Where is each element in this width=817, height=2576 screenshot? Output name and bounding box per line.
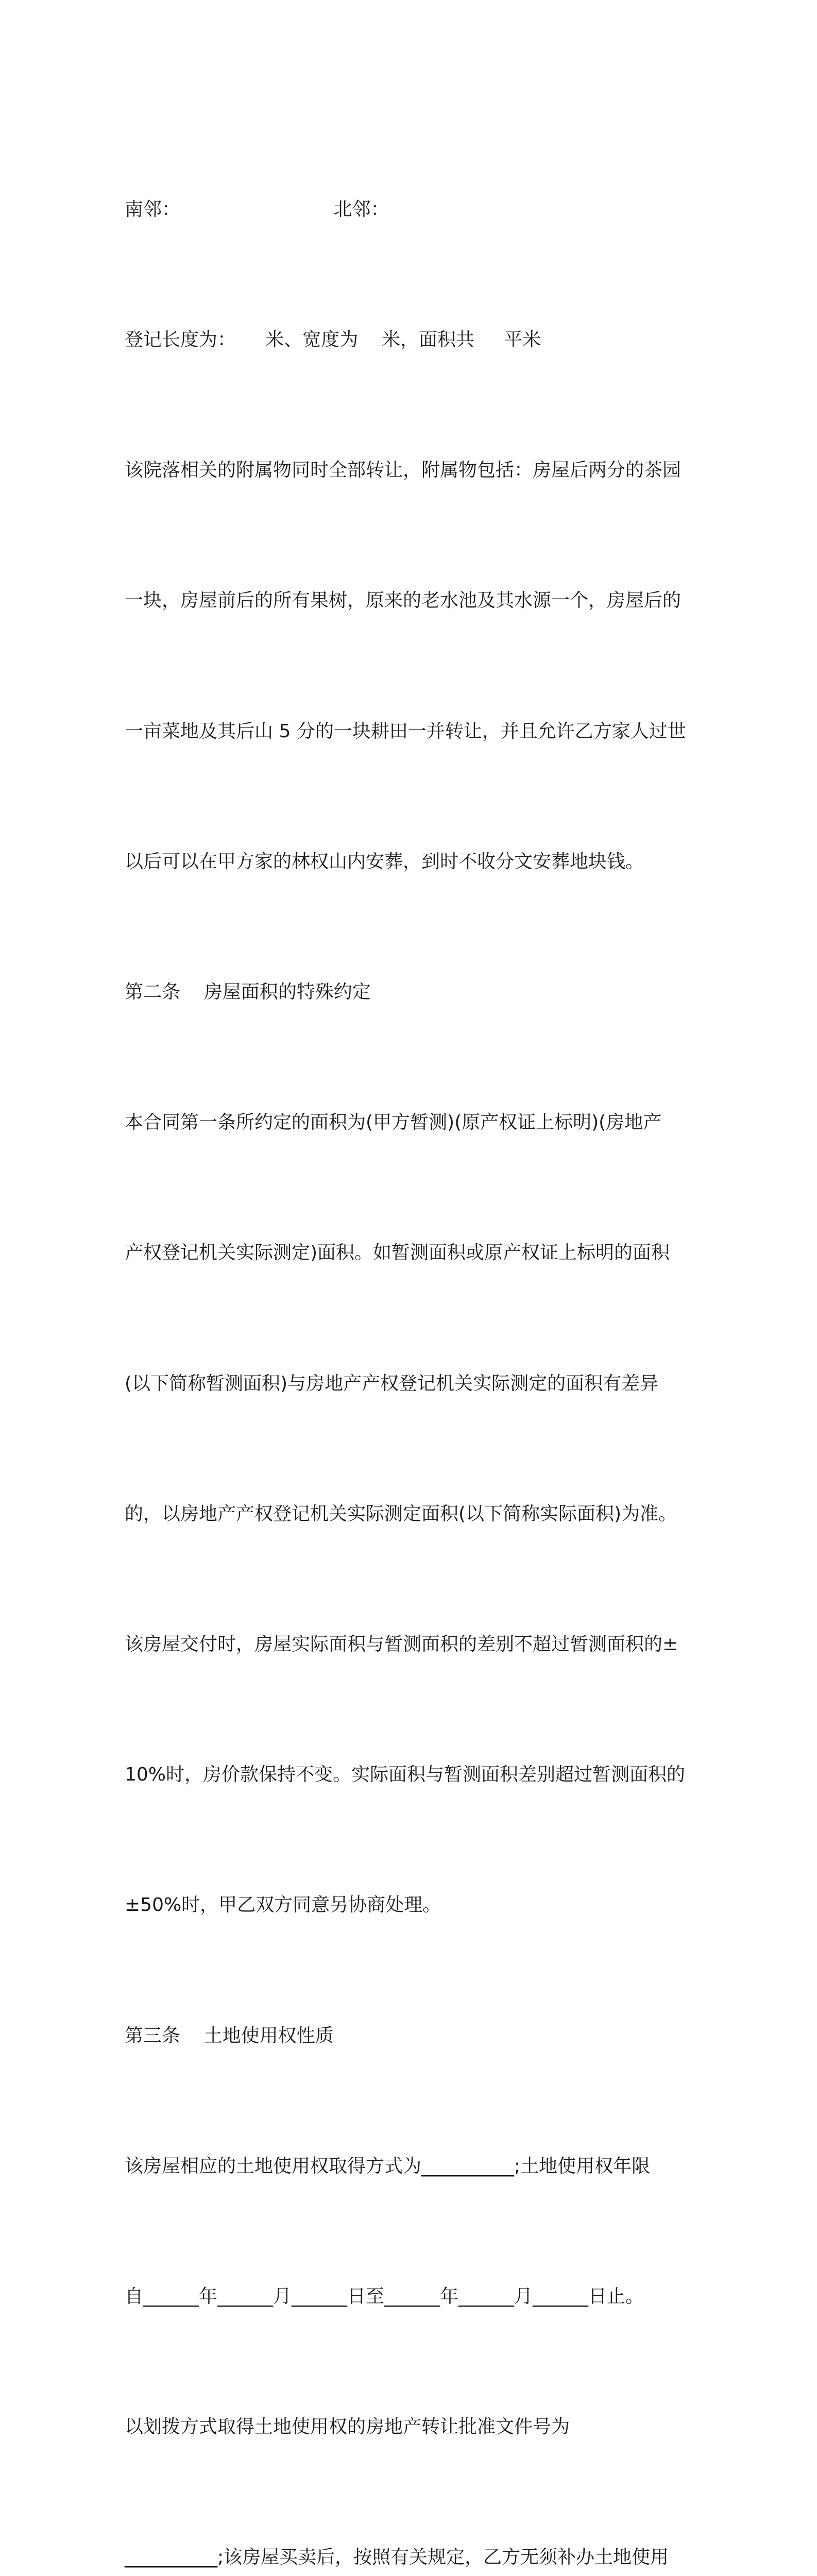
paragraph-line: ±50%时，甲乙双方同意另协商处理。 — [125, 1894, 441, 1916]
registered-size-line: 登记长度为： 米、宽度为 米，面积共 平米 — [125, 329, 541, 351]
contract-text — [125, 101, 707, 2576]
paragraph-line: 以后可以在甲方家的林权山内安葬，到时不收分文安葬地块钱。 — [125, 851, 644, 872]
article-3-heading: 第三条 土地使用权性质 — [125, 2025, 334, 2046]
paragraph-line: 产权登记机关实际测定)面积。如暂测面积或原产权证上标明的面积 — [125, 1242, 670, 1264]
paragraph-line: 该房屋交付时，房屋实际面积与暂测面积的差别不超过暂测面积的± — [125, 1634, 678, 1655]
paragraph-line: 该院落相关的附属物同时全部转让，附属物包括：房屋后两分的茶园 — [125, 460, 682, 481]
paragraph-line: 10%时，房价款保持不变。实际面积与暂测面积差别超过暂测面积的 — [125, 1764, 686, 1786]
paragraph-line: (以下简称暂测面积)与房地产产权登记机关实际测定的面积有差异 — [125, 1372, 659, 1394]
paragraph-line: __________;该房屋买卖后，按照有关规定，乙方无须补办土地使用 — [125, 2547, 669, 2568]
article-2-heading: 第二条 房屋面积的特殊约定 — [125, 981, 371, 1003]
paragraph-line: 该房屋相应的土地使用权取得方式为__________;土地使用权年限 — [125, 2155, 651, 2177]
neighbors-line: 南邻： 北邻： — [125, 198, 389, 220]
paragraph-line: 一亩菜地及其后山 5 分的一块耕田一并转让，并且允许乙方家人过世 — [125, 720, 686, 742]
paragraph-line: 本合同第一条所约定的面积为(甲方暂测)(原产权证上标明)(房地产 — [125, 1112, 662, 1133]
paragraph-line: 自______年______月______日至______年______月______日止。 — [125, 2286, 644, 2308]
paragraph-line: 的，以房地产产权登记机关实际测定面积(以下简称实际面积)为准。 — [125, 1503, 677, 1524]
paragraph-line: 一块，房屋前后的所有果树，原来的老水池及其水源一个，房屋后的 — [125, 590, 682, 612]
paragraph-line: 以划拨方式取得土地使用权的房地产转让批准文件号为 — [125, 2416, 570, 2438]
